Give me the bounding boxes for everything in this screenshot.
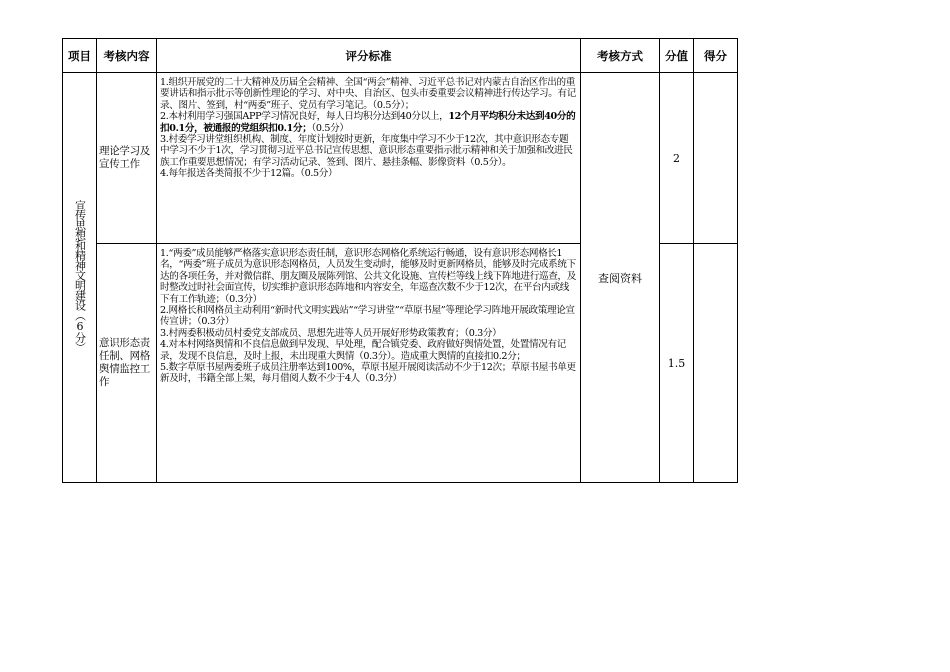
content-cell: 理论学习及宣传工作: [97, 73, 157, 244]
score-cell: [694, 73, 738, 244]
method-cell: 查阅资料: [581, 73, 660, 483]
criteria-text: （0.5分）: [311, 122, 349, 134]
criteria-line: 2.网格长和网格员主动利用“新时代文明实践站”“学习讲堂”“草原书屋”等理论学习阵地开展政策理论宣传宣讲；（0.3分）: [160, 305, 575, 328]
item-name: 宣传思想和精神文明建设（6分）: [73, 199, 87, 352]
table-row: [63, 73, 738, 244]
criteria-line: [160, 111, 577, 134]
header-score: 得分: [694, 39, 738, 73]
header-row: [63, 39, 738, 73]
criteria-line: 1.组织开展党的二十大精神及历届全会精神、全国“两会”精神、习近平总书记对内蒙古自治区作出的重要讲话和指示批示等创新性理论的学习、对中央、自治区、包头市委重要会议精神进行传达学习。有记录、图片、签到，村“两委”班子、党员有学习笔记。（0.5分）；: [160, 77, 576, 111]
header-item: 项目: [63, 39, 97, 73]
criteria-bold-text: 12个月平均积分未达到40分的扣0.1分，被通报的党组织扣0.1分；: [160, 111, 576, 134]
content-cell: 意识形态责任制、网格舆情监控工作: [97, 244, 157, 483]
header-criteria: 评分标准: [157, 39, 581, 73]
header-method: 考核方式: [581, 39, 660, 73]
criteria-cell: [157, 73, 581, 244]
assessment-table: [62, 38, 738, 483]
points-cell: 1.5: [660, 244, 694, 483]
item-cell: [63, 73, 97, 483]
points-cell: 2: [660, 73, 694, 244]
criteria-line: 4.对本村网络舆情和不良信息做到早发现、早处理，配合镇党委、政府做好舆情处置，处置情况有记录，发现不良信息，及时上报，未出现重大舆情（0.3分）。造成重大舆情的直接扣0.2分；: [160, 339, 566, 362]
criteria-text: 2.本村利用学习强国APP学习情况良好，每人日均积分达到40分以上，: [160, 111, 449, 123]
criteria-line: 4.每年报送各类简报不少于12篇。（0.5分）: [160, 168, 338, 180]
criteria-line: 1.“两委”成员能够严格落实意识形态责任制，意识形态网格化系统运行畅通，设有意识形态网格长1名，“两委”班子成员为意识形态网格员，人员发生变动时，能够及时更新网格员，能够及时完成系统下达的各项任务，并对微信群、朋友圈及展陈列馆、公共文化设施、宣传栏等线上线下阵地进行巡查，及时整改过时社会面宣传，切实维护意识形态阵地和内容安全，年巡查次数不少于12次，在平台内或线下有工作轨迹；（0.3分）: [160, 248, 576, 305]
header-points: 分值: [660, 39, 694, 73]
criteria-line: 5.数字草原书屋两委班子成员注册率达到100%，草原书屋开展阅读活动不少于12次；草原书屋书单更新及时，书籍全部上架，每月借阅人数不少于4人（0.3分）: [160, 362, 576, 385]
criteria-line: 3.村两委积极动员村委党支部成员、思想先进等人员开展好形势政策教育；（0.3分）: [160, 327, 502, 339]
criteria-cell: [157, 244, 581, 483]
header-content: 考核内容: [97, 39, 157, 73]
score-cell: [694, 244, 738, 483]
criteria-line: 3.村委学习讲堂组织机构、制度、年度计划按时更新，年度集中学习不少于12次，其中意识形态专题中学习不少于1次，学习贯彻习近平总书记宣传思想、意识形态重要指示批示精神和关于加强和改进民族工作重要思想情况；有学习活动记录、签到、图片、悬挂条幅、影像资料（0.5分）。: [160, 134, 573, 168]
